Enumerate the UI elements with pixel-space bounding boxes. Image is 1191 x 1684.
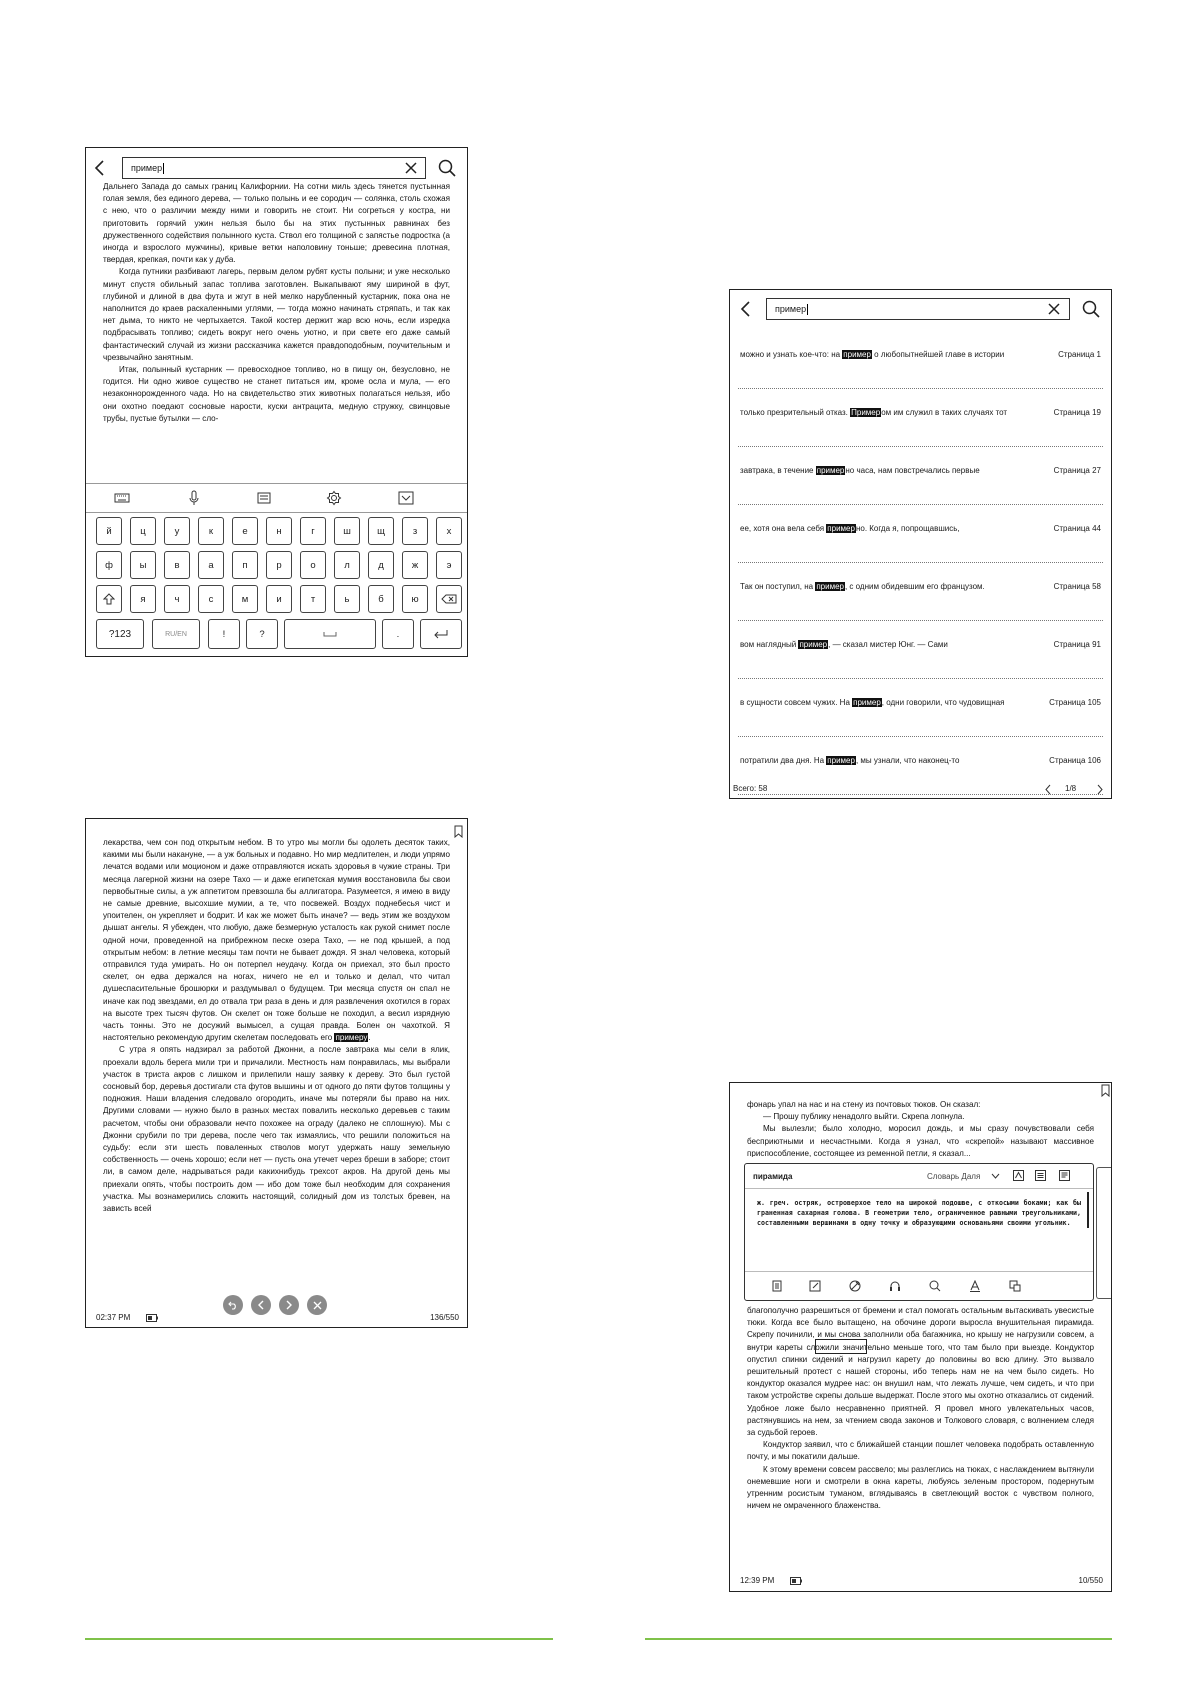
search-query: пример (775, 304, 807, 314)
search-hit-highlight[interactable]: примеру (335, 1033, 368, 1043)
key[interactable]: б (368, 585, 394, 613)
search-icon[interactable] (929, 1280, 941, 1292)
settings-icon[interactable] (326, 490, 342, 506)
clock: 12:39 PM (740, 1576, 775, 1585)
key[interactable]: п (232, 551, 258, 579)
key[interactable]: м (232, 585, 258, 613)
panel-search-keyboard (85, 147, 468, 657)
results-pagination: 1/8 (1065, 784, 1077, 793)
page-number: 136/550 (430, 1313, 459, 1322)
key[interactable]: ш (334, 517, 360, 545)
back-arrow-icon[interactable] (94, 160, 106, 176)
key[interactable]: и (266, 585, 292, 613)
key[interactable]: а (198, 551, 224, 579)
key[interactable]: н (266, 517, 292, 545)
battery-icon (146, 1314, 158, 1322)
result-snippet: можно и узнать кое-что: на пример о любопытнейшей главе в истории (740, 350, 1005, 359)
key[interactable]: я (130, 585, 156, 613)
paragraph: Итак, полынный кустарник — превосходное топливо, но в пищу он, безусловно, не годится. Ни одно живое существо не станет питаться им, кроме осла и мула, — его незаконнорожденного чада. Но на свидетельство этих животных полагаться нельзя, ибо они охотно поедают сосновые нарости, куски антрацита, медную стружку, свинцовые трубы, пустые бутылки — сло- (103, 365, 450, 423)
font-size-icon[interactable] (1013, 1170, 1024, 1181)
exclamation-key[interactable]: ! (208, 619, 240, 649)
dictionary-word: пирамида (753, 1172, 793, 1181)
search-icon[interactable] (1082, 300, 1100, 318)
next-page-icon[interactable] (1096, 784, 1104, 795)
keyboard-toolbar (86, 483, 467, 513)
key[interactable]: л (334, 551, 360, 579)
key[interactable]: к (198, 517, 224, 545)
key[interactable]: з (402, 517, 428, 545)
paragraph: лекарства, чем сон под открытым небом. В то утро мы могли бы одолеть десяток таких, какими мы были накануне, — а уж больных и подавно. Но мир медлителен, и люди упрямо лечатся водами или моционом и даже отправляются искать здоровья в чужие страны. Три месяца лагерной жизни на озере Тахо — и даже египетская мумия восстановила бы свои первобытные силы, а уж аппетитом превзошла бы аллигатора. Разумеется, я имею в виду не самые древние, высохшие мумии, а те, что посвежей. Воздух поднебесья чист и упоителен, он укрепляет и бодрит. И как же может быть иначе? — ведь этим же воздухом дышат ангелы. Я убежден, что любую, даже безмерную усталость как рукой снимет после одной ночи, проведенной на прибрежном песке озера Тахо, — не под крышей, а под открытым небом: в летние месяцы там почти не бывает дождя. Я знал человека, который отправился туда умирать. Но он потерпел неудачу. Когда он приехал, это был просто скелет, он едва держался на ногах, ничего не ел и только и делал, что читал душеспасительные брошюрки и раздумывал о будущем. Три месяца спустя он спал не иначе как под звездами, ел до отвала три раза в день и для развлечения охотился в горах на высоте трех тысяч футов. Он скелет он тоже больше не походил, а весил изрядную часть тонны. Это не досужий вымысел, а сущая правда. Болен он чахоткой. Я настоятельно рекомендую другим скелетам последовать его примеру. (103, 838, 450, 1043)
handwriting-icon[interactable] (256, 490, 272, 506)
dictionary-definition: ж. греч. остряк, островерхое тело на широкой подошве, с откосыми боками; как бы граненная сахарная голова. В геометрии тело, ограниченное равными треугольниками, составленными вершинами в одну точку и образующими основаньями своими угольник. (757, 1199, 1081, 1227)
result-snippet: Так он поступил, на пример, с одним обидевшим его французом. (740, 582, 985, 591)
result-snippet: потратили два дня. На пример, мы узнали, что наконец-то (740, 756, 960, 765)
return-icon (228, 1300, 238, 1310)
copy-icon[interactable] (771, 1280, 783, 1292)
key[interactable]: й (96, 517, 122, 545)
key[interactable]: о (300, 551, 326, 579)
search-query: пример (131, 163, 163, 173)
collapse-keyboard-icon[interactable] (398, 490, 414, 506)
search-bar (86, 151, 467, 185)
selection-box[interactable] (815, 1339, 867, 1354)
underline-pen-icon[interactable] (849, 1280, 861, 1292)
paragraph: Кондуктор заявил, что с ближайшей станции пошлет человека подобрать оставленную почту, и мы покатили дальше. (747, 1440, 1094, 1462)
translate-icon[interactable] (1009, 1280, 1021, 1292)
key[interactable]: х (436, 517, 462, 545)
prev-page-icon[interactable] (1044, 784, 1052, 795)
enter-icon (433, 629, 449, 639)
search-icon[interactable] (438, 159, 456, 177)
book-icon[interactable] (1035, 1170, 1046, 1181)
result-snippet: в сущности совсем чужих. На пример, одни говорили, что чудовищная (740, 698, 1005, 707)
paragraph: благополучно разрешиться от бремени и стал помогать остальным вытаскивать увесистые тюки. Когда все было вытащено, на обочине дороги выросла внушительная пирамида. Скрепу починили, и мы снова заполнили оба багажника, но крышу не нагрузили совсем, а внутри кареты сложили значительно меньше того, что там было при выезде. Кондуктор опустил спинки сидений и нагрузил карету до половины во всю длину. Это вызвало решительный протест с нашей стороны, ибо теперь нам не на чем было сидеть. Но кондуктор оказался мудрее нас: он внушил нам, что лежать лучше, чем сидеть, и что при таком устройстве скрепы дольше выдержат. После этого мы охотно отказались от сидений. Удобное ложе было несравненно приятней. Я провел много увлекательных часов, растянувшись на нем, за чтением свода законов и Толкового словаря, с волнением следя за судьбой героев. (747, 1306, 1094, 1438)
popup-toolbar (745, 1271, 1093, 1300)
close-search-button[interactable] (307, 1295, 327, 1315)
result-page: Страница 105 (1049, 698, 1101, 707)
result-snippet: только презрительный отказ. Примером им служил в таких случаях тот (740, 408, 1008, 417)
book-text-top (747, 1099, 1094, 1157)
paragraph: Дальнего Запада до самых границ Калифорнии. На сотни миль здесь тянется пустынная голая земля, без единого дерева, — только полынь и ее сородич — солянка, столь схожая с нею, что о различии между ними и говорить не стоит. Ни согреться у костра, ни приготовить горячий ужин нельзя было бы на этих пустынных равнинах без дружественного содействия полынного куста. Ствол его толщиной с запястье подростка (а иногда и взрослого мужчины), кривые ветки наполовину тоньше; древесина плотная, твердая, крепкая, почти как у дуба. (103, 182, 450, 265)
enter-key[interactable] (420, 619, 462, 649)
key[interactable]: ц (130, 517, 156, 545)
key[interactable]: д (368, 551, 394, 579)
shift-icon (103, 593, 115, 605)
paragraph: Мы вылезли; было холодно, моросил дождь, и мы сразу почувствовали себя бесприютными и несчастными. Когда я узнал, что «скрепой» называют массивное приспособление, состоящее из ременной петли, я сказал... (747, 1124, 1094, 1157)
back-arrow-icon[interactable] (740, 301, 752, 317)
language-key[interactable]: RU/EN (152, 619, 200, 649)
key[interactable]: щ (368, 517, 394, 545)
key[interactable]: т (300, 585, 326, 613)
note-icon[interactable] (809, 1280, 821, 1292)
result-snippet: завтрака, в течение примерно часа, нам повстречались первые (740, 466, 980, 475)
search-result-row[interactable] (738, 562, 1103, 621)
key[interactable]: ж (402, 551, 428, 579)
bookmark-icon[interactable] (454, 825, 463, 838)
question-key[interactable]: ? (246, 619, 278, 649)
key[interactable]: ю (402, 585, 428, 613)
chevron-down-icon[interactable] (991, 1173, 1000, 1179)
dictionary-select[interactable]: Словарь Даля (927, 1172, 981, 1181)
result-page: Страница 19 (1053, 408, 1101, 417)
key[interactable]: р (266, 551, 292, 579)
clock: 02:37 PM (96, 1313, 131, 1322)
paragraph: фонарь упал на нас и на стену из почтовых тюков. Он сказал: (747, 1100, 981, 1109)
key[interactable]: ь (334, 585, 360, 613)
numbers-key[interactable]: ?123 (96, 619, 144, 649)
key[interactable]: с (198, 585, 224, 613)
result-snippet: ее, хотя она вела себя примерно. Когда я, попрощавшись, (740, 524, 960, 533)
paragraph: К этому времени совсем рассвело; мы разлеглись на тюках, с наслаждением вытянули онемевшие ноги и смотрели в окна кареты, любуясь зеленым простором, подернутым утренним росистым туманом, вглядываясь в светлеющий восток с чувством полного, ничем не омраченного блаженства. (747, 1464, 1094, 1511)
book-text (103, 181, 450, 481)
search-result-row[interactable] (738, 504, 1103, 563)
result-page: Страница 27 (1053, 466, 1101, 475)
key[interactable]: у (164, 517, 190, 545)
book-text (103, 837, 450, 1292)
page-number: 10/550 (1078, 1576, 1103, 1585)
search-result-row[interactable] (738, 388, 1103, 447)
close-icon (313, 1301, 322, 1310)
result-page: Страница 58 (1053, 582, 1101, 591)
dictionary-popup (744, 1163, 1094, 1301)
search-bar (730, 292, 1111, 326)
shift-key[interactable] (96, 585, 122, 613)
microphone-icon[interactable] (186, 490, 202, 506)
search-result-row[interactable] (738, 330, 1103, 389)
result-snippet: вом наглядный пример, — сказал мистер Юнг. — Сами (740, 640, 948, 649)
status-bar (730, 1576, 1111, 1588)
results-footer (730, 783, 1111, 797)
keyboard-icon[interactable] (114, 490, 130, 506)
return-button[interactable] (223, 1295, 243, 1315)
status-bar (86, 1313, 467, 1325)
text-highlight-icon[interactable] (969, 1280, 981, 1292)
paragraph: Когда путники разбивают лагерь, первым делом рубят кусты полыни; и уже несколько минут спустя обильный запас топлива заготовлен. Выкапывают яму шириной в фут, глубиной и длиной в два фута и жгут в ней мелко нарубленный кустарник, пока она не наполнится до краев раскаленными углями, — тогда можно начинать стряпать, и так как нет дыма, то никто не чертыхается. Такой костер держит жар всю ночь, если изредка подбрасывать топливо; сидеть вокруг него очень уютно, и при свете его даже самый фантастический случай из жизни рассказчика кажется правдоподобным, поучительным и чрезвычайно занятным. (103, 267, 450, 362)
backspace-icon (441, 594, 457, 604)
listen-icon[interactable] (889, 1280, 901, 1292)
prev-result-button[interactable] (251, 1295, 271, 1315)
popup-header (745, 1164, 1093, 1189)
search-input[interactable] (122, 157, 426, 179)
book-text-bottom (747, 1305, 1094, 1563)
backspace-key[interactable] (436, 585, 462, 613)
panel-search-results (729, 289, 1112, 799)
result-page: Страница 106 (1049, 756, 1101, 765)
popup-scrollbar[interactable] (1087, 1192, 1089, 1228)
key[interactable]: ф (96, 551, 122, 579)
next-result-button[interactable] (279, 1295, 299, 1315)
footer-divider-right (645, 1638, 1112, 1640)
battery-icon (790, 1577, 802, 1585)
paragraph: С утра я опять надзирал за работой Джонни, а после завтрака мы сели в ялик, проехали вдоль берега мили три и причалили. Местность нам понравилась, мы выбрали участок в триста акров с лишком и прилепили нашу заявку к дереву. Это был густой сосновый бор, деревья достигали ста футов вышины и от одного до пяти футов толщины у подножия. Наши владения следовало огородить, иначе мы потеряли бы право на них. Другими словами — нужно было в разных местах повалить несколько деревьев с таким расчетом, чтобы они образовали нечто похожее на ограду (далеко не сплошную). Мы с Джонни срубили по три дерева, после чего так измаялись, что решили положиться на судьбу: если эти шесть поваленных стволов могут удержать нашу земельную собственность — очень хорошо; если нет — пусть она утечет через бреши в заборе; стоит ли, в самом деле, надрываться ради какихнибудь трехсот акров. На другой день мы приехали опять, чтобы построить дом — ибо дом тоже был необходим для сохранения участка. Мы вознамерились сложить настоящий, солидный дом из толстых бревен, на зависть всей (103, 1045, 450, 1214)
search-result-row[interactable] (738, 678, 1103, 737)
key[interactable]: в (164, 551, 190, 579)
paragraph: — Прошу публику ненадолго выйти. Скрепа лопнула. (763, 1112, 965, 1122)
key[interactable]: ы (130, 551, 156, 579)
results-total: Всего: 58 (733, 784, 768, 793)
footer-divider-left (85, 1638, 553, 1640)
key[interactable]: э (436, 551, 462, 579)
document-icon[interactable] (1059, 1170, 1070, 1181)
key[interactable]: е (232, 517, 258, 545)
search-result-row[interactable] (738, 446, 1103, 505)
search-input[interactable] (766, 298, 1070, 320)
space-key[interactable] (284, 619, 376, 649)
panel-dictionary-popup (729, 1082, 1112, 1592)
result-page: Страница 91 (1053, 640, 1101, 649)
result-page: Страница 1 (1058, 350, 1101, 359)
chevron-right-icon (285, 1300, 293, 1310)
on-screen-keyboard (90, 515, 463, 655)
bookmark-icon[interactable] (1101, 1084, 1110, 1097)
side-panel-edge (1096, 1167, 1112, 1299)
clear-search-icon[interactable] (405, 162, 417, 174)
panel-reading-highlight (85, 818, 468, 1328)
key[interactable]: г (300, 517, 326, 545)
space-icon (323, 631, 337, 637)
chevron-left-icon (257, 1300, 265, 1310)
dot-key[interactable]: . (382, 619, 414, 649)
clear-search-icon[interactable] (1048, 303, 1060, 315)
key[interactable]: ч (164, 585, 190, 613)
result-page: Страница 44 (1053, 524, 1101, 533)
search-result-row[interactable] (738, 620, 1103, 679)
